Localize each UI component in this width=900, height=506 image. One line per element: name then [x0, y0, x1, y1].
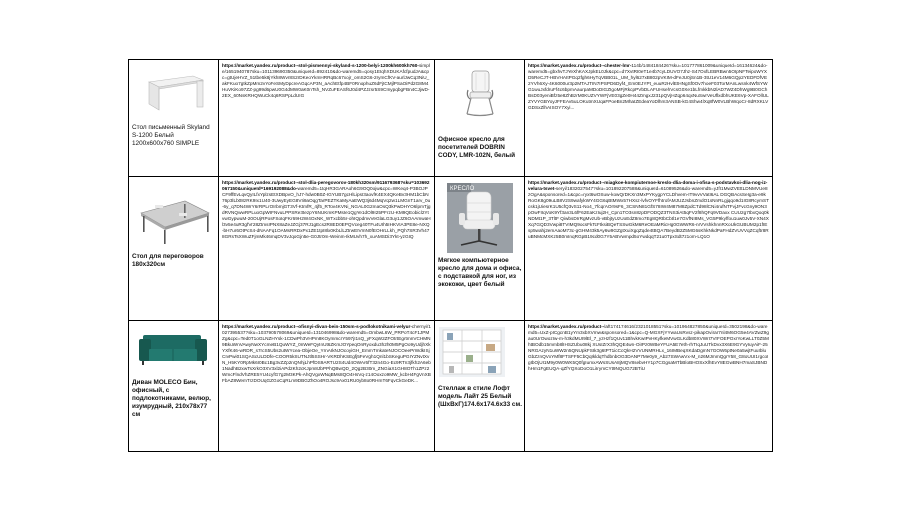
- product-name: Мягкое компьютерное кресло для дома и офиса, с подставкой для ног, из экокожи, цвет белый: [438, 257, 522, 288]
- computer-chair-image: [447, 183, 513, 253]
- white-desk-image: [145, 70, 205, 112]
- product-name: Стеллаж в стиле Лофт модель Лайт 25 Белый (ШхВхГ)174.6x174.6x33 см.: [438, 385, 522, 408]
- product-image-cell: [129, 177, 219, 321]
- product-image-cell: [129, 60, 219, 177]
- product-url-cell: [219, 177, 435, 321]
- table-row: [129, 177, 773, 321]
- product-url-cell: [525, 177, 773, 321]
- product-link[interactable]: https://market.yandex.ru/product--stol-dlia-peregovorov-180kh320sm/911679368?sku=103692067150&uniqueId=169192088&do-waremd5=1tqHR3GARAoh6G9OQ0ojw&cpc=WKeq4-P3BOJPCF9ffEvLqvQyILfxYplzsEtXDBpvO_hJ7-hdw0B0Z-IGYUB7gcHlLipsI3aovfK4EX4QKeBv3HM1bCbN76p3lLb08zRK9Ix1U40-3UwyEyEG8VIi9aOqgTarPEZTKaMyAaEWQ3j6d4MqVq2w1LMGnT1arv_0u-6y_q7DN4WrY6rRPLrOIrbmjGT3Vf-KtmfR_4jf5_RTov4KVNi_NGAL0G2maOsQ3kPwDHYO6lpmTjgdRVNQwwRPLuoGpWIFNvuLPPSRe3tezpY6NUKmKPMsIe1QgYe1dOl9I25PFrzU-KM9QEobicl2YtvwGypwuM-20OUjRPosFSoIqFKr69H2W4OxNK_WTxcbb5r-ohIQpdmvVeGlaLG3uy1JZ6OAAmwaHl3v5e4uR3gfVr28ZtmsIPNX8aZeJZGj37RJ1gEcs2R8ED0EPQVceg40TFu4UIh5IHKVIA3PE8e-NXQ-bH7ur6OtPcS4-dNAAFq1OAMsRRDxPx1ZE1tpI8lx0KbLlLZtrwEIVmN0fEOHrLLkh_PQh7SR3Vh478GRsTsXWuZFjmMk46mqDV3vJqoGjn5e-G0Jtr0m-Weinm-IkMUvh7h_xuAMSDi3Ykt-yzGIQ: [222, 180, 431, 240]
- product-name: Стол письменный Skyland S-1200 Белый 1200x600x760 SIMPLE: [132, 124, 210, 147]
- table-row: [129, 321, 773, 452]
- product-link[interactable]: https://market.yandex.ru/product--laft174174616/2321018551?sku=101964827850&uniqueId=3502198&do-waremd5=UxZ-pICgcnB1yYm3xbXVmw&sponsored=1&cpc=Q-MGXFjYYwaUsRvsz-pikapOvirar7nl4M6OG5e4AVZwZ9gau0UrOwozIw-m-h3kdMUI9lEl_7_yzHzf1QUv11BhvkKwIPvHKyfkeMVwGLKdb80XVWrI7VrFOEPOxrYoKwLLT0Z5MhtBOdb15mmb8lIHSZUbu08kj XUsIZrX3hQQE4wn-OiIPz0WBeYFUA5E7eth-rhTIqJuUTkDvx3X6E9GYVyIuyAiF-25NRGAzyN1uWW2n5QNUpkFSIk3g6tPT1icCcQkH2VVUNMRHLx_16IMBeqXKdaDgmN7GOW6ptNe0a5wjtFuuIbluGbZznQVxYMf8FTSFF5CbQqIkldqThdbnbOG3DANP7Me0y9_Ab27SWAwVx-M_n26MJmmQgrY58_G8oUUI1rgcoIgIbOjUI1M9y0W0WK5Q0fgIumxAWsSUsA8jMQV8sebvHY1p7CGgsaMTbBloBHOSxXlhEvY8EGwBNH7maSJBNDhHm1FgEUQA-qZfYQXoDoO1LiIrymCYt9NQUG72BTiU: [528, 324, 770, 372]
- product-url-cell: [525, 321, 773, 452]
- svg-text:КРЕСЛО: КРЕСЛО: [450, 186, 475, 192]
- meeting-table-image: [135, 193, 213, 245]
- product-table: [128, 59, 773, 452]
- white-shelving-image: [439, 327, 505, 377]
- product-image-cell: [435, 60, 525, 177]
- table-row: [129, 60, 773, 177]
- product-link[interactable]: https://market.yandex.ru/product--chester-lmr-114b/1484184426?sku=101777861009&uniqueId=16134624&do-waremd5=gbxhvTJYeXhKAXJpkEL0Jk&cpc=d7XvtRI0eT1e4b7cyLDUVO7Jhz-S47OxfLEBRBwn5OIpNFTeipoWYXD5ReCJT-HBVHAItPGq2fgh6HyTqVBB01L_UM_hyl627xB802pVKIM-dFeJU0jSn1B-3tU1eV14M6GQp2YEDFDfVE2YVh6Xy-4K6000ur3p2MTAJTIN7IPSPD6Dyf4_Em0EJYPt_euuRzHvlEtHNgSf0Ov7hoeF03TorMAnLwsnk4WfSYWG1wuJxfdruFf4c6bpmAaurpaMDoDIGZIgoMFjRkcpPVbDLAFUHsehVcsG0Xe1bLfmkkbN2lAD7WZ4DhWg9B0GChBsD03yeniBfz5e8ZhBzrM0KUZVYWFjVE03gZe0H44ZmgxJ231pQVjHZqp64qxNuSwrVeUflxdbhUKE6Vp-XAFOllULZYVYGBYoyJFFEAv5uLOKutmXUqaFPoeBn2MhaIZEdeaYoDlhm3ANSB-kG4Shw4lXq8fW0VLBhWqoCr-8dRXKLVGDSxZlhAISOY7Xyi...: [528, 63, 769, 111]
- product-link[interactable]: https://market.yandex.ru/product--stol-pismennyi-skyland-s-1200-belyi-1200kh600kh760-simple/1651940787sku=101139690350&uniqueId=892410&do-waremd5=qosy1EIqhXDUKAfcfpudJA&cpc=gtUjeHVZ_51tbe5k8jYkh8Wvr8S2rDKeoYkmHRRqBc67xojr_omS2G6-2rymCfKV-aurlJwCq3NiU_akFKuo7gtkZpMm2vYoFeSMyDpcreAGqcAP3N_aAchEtfp4BF0RnophuZ6dFjtCMjlPSaOiPd2G8M4HuVKiKo97ZZ-pg99d6pwU0G4dMW0aK0nTsh_NVZuFEASf6J0d4PZJzsr5S9CInypqbgFBn4CJjwD-2EX_60NsKRHQWuCk4q6RSPpLdUIG: [222, 63, 430, 99]
- product-link[interactable]: https://market.yandex.ru/product--ofisnyi-divan-bein-150sm-s-podlokotnikami-velyur-chernyi/1027395537?sku=103790578069&uniqueId=131046998&do-waremd5=OmbwL6W_PRPoT4cF1JPMZg&cpc=Ted0T1oGLNZHYsk-1CDwPh3VHPm8KOymmcrY597jI1sQ_yFXqW2ZFOtrtEgrtmnVCHMN9BkuWnVAwyNwXYcmeB1QuWYZ_0nWeFQyInUt6ZKmJOYpeqOnRyoxdu3h2h0M5PgOo9yUdjhXkYXfK46-wRDR_s7rcS5Ubs2utWYcea-ObjeOe_YrnAIkNJOcoyiGH_EmmTmkateNJOCOeePrWdkISjCIvPwi01SQAScULDDfe-COOR5kSUTNJtl5SSHr-VKRDhKSEgfj5FeVgh1Qnl1bSKeguPGIYZNvtXvN_H5KY0RpMk6I0Bc1Bg3vZZp2nQNhjLhPfDS9ARTU2S4Ud4OWAr6fT32n4Go-Ec9RTn3jfkh2A6eb1NadhB2xwTsXrkO3XV3xl2iAPd2Kh2cKJpm8JbPPhQBwQD_2Qg2B30m_ZNGiaX1GH8OTh1ZPz2WmcFlndVhZRE5YU4cyfG7g2M3KPk-AhQVgxWNqBMs8QO4HsVq-z14Ooxzo9MW_kcbH4FgVnXBFbAZ8WemTrzDOUqGZGoCqRLm9DBGZhOo4ROJsc9Ax01RU0yb8o0RHmT6FqvCkGeDK...: [222, 324, 431, 384]
- product-url-cell: [219, 60, 435, 177]
- product-name: Офисное кресло для посетителей DOBRIN CODY, LMR-102N, белый: [438, 136, 516, 159]
- product-link[interactable]: https://market.yandex.ru/product--miagkoe-kompiuternoe-kreslo-dlia-doma-i-ofisa-s-podstavkoi-dlia-nog-iz-velura-tsvet-seryi/1832027547?sku=101892207588&uniqueId=61089526&do-waremd5=yJfI1MwZVEttLDNMVUe8zOgA&sponsored=1&cpc=ryxt6wOSuw-kowQrDKXn3MxPYKygpYCLDhvem-IT9vvVVatI6AL DGQBAcsSeIg3a-e9kRoGK8g09uLB8V2S9wafykWY4GG6qBtMWx57HXsz-lvfvOYFfhtrofAMJUZJsbnZmdO1sNnRLgjqqo9d1IG8RcymSTcsk1jUiesrK1U5cfQ3vS11-No4_7fcqrAOr9sF6_3CSNN81GfS78IW4M87M8ZpdCTd98lCNi4rufNTFvjJFvcGny9ON3pOwFIIqVoK9Yf3an3L6fF62EaKzIuj2H_Cpn1TO3sn8zpDFODQZ3TNS3iAt5qFV2f8hQFq9VDaxx CUU2g7tbxQoq0kNDMt1P_3TltF QiwbsDIrRgMvzUb-vBbjtyUzUoEdZ8mo7Eg8QRtbCbtl1e7GVfNI8Ms_VG5P9kyffou1uw0Jv5V-XN4XXq7GQD3Vwpi8TVIMQ9ocsFkTcFtksiBQeTSSwGkM6ReOEaMRicHg0GWWR6-nrVVshkhnnRXoUkGUBUM2p1fIEsp5wahj2emAaoM73c-gGHM43k5Ay6w9GZgtXuiXgqZqde4tBQA7BeydB2Z5MG6sKhkNkdPaFHdZVUVVqZCqftr8RuBNMcMXKz5B0mInqRGpB19cd0G7Y5ABVwmpd5oYwdqqT21u0TpxSdt7z1om-LQ1O: [528, 180, 769, 240]
- product-name: Стол для переговоров 180x320см: [132, 253, 204, 268]
- product-url-cell: [219, 321, 435, 452]
- product-image-cell: [435, 321, 525, 452]
- product-image-cell: [129, 321, 219, 452]
- green-sofa-image: [137, 331, 211, 369]
- product-url-cell: [525, 60, 773, 177]
- product-image-cell: [435, 177, 525, 321]
- product-name: Диван MOLECO Бин, офисный, с подлокотниками, велюр, изумрудный, 210x78x77 см: [132, 379, 211, 418]
- white-visitor-chair-image: [461, 70, 499, 118]
